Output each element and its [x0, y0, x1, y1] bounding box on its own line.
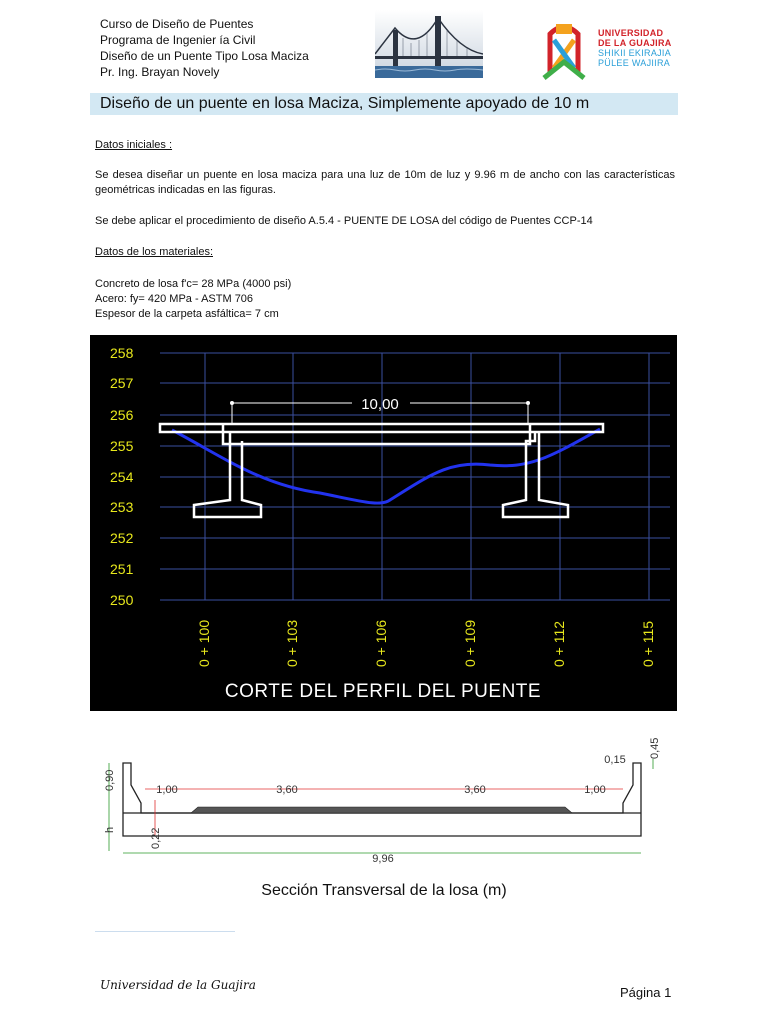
uni-line2: DE LA GUAJIRA [598, 38, 672, 48]
y-tick-257: 257 [110, 375, 134, 391]
document-title: Diseño de un puente en losa Maciza, Simplemente apoyado de 10 m [90, 93, 678, 115]
dim-0-22: 0,22 [150, 827, 162, 849]
uni-line1: UNIVERSIDAD [598, 28, 664, 38]
footer-page-number: Página 1 [620, 985, 672, 1000]
section-caption: Sección Transversal de la losa (m) [261, 882, 507, 899]
dim-0-45: 0,45 [649, 737, 661, 759]
uni-line3: SHIKII EKIRAJIA [598, 48, 672, 58]
bridge-logo [375, 10, 483, 78]
datos-iniciales-paragraph-1: Se desea diseñar un puente en losa maciza para una luz de 10m de luz y 9.96 m de ancho con las características geométricas indicadas en las figuras. [95, 169, 675, 196]
header-line-program: Programa de Ingenier ía Civil [100, 33, 256, 47]
dim-lane-right: 3,60 [464, 784, 486, 796]
x-tick-103: 0 + 103 [284, 619, 300, 667]
y-tick-251: 251 [110, 561, 134, 577]
x-tick-106: 0 + 106 [373, 619, 389, 667]
dim-total-width: 9,96 [372, 853, 394, 865]
header-line-professor: Pr. Ing. Brayan Novely [100, 65, 220, 79]
dim-right-shoulder: 1,00 [584, 784, 606, 796]
x-tick-112: 0 + 112 [551, 620, 567, 667]
y-tick-254: 254 [110, 469, 134, 485]
datos-iniciales-heading: Datos iniciales : [95, 139, 173, 151]
dim-curb-height: 0,90 [104, 769, 116, 791]
material-asphalt: Espesor de la carpeta asfáltica= 7 cm [95, 308, 279, 320]
header-line-course: Curso de Diseño de Puentes [100, 17, 254, 31]
header-lines [100, 16, 309, 80]
y-tick-253: 253 [110, 499, 134, 515]
x-tick-100: 0 + 100 [196, 619, 212, 667]
y-tick-252: 252 [110, 530, 134, 546]
footer-university: Universidad de la Guajira [100, 978, 256, 992]
y-tick-258: 258 [110, 345, 134, 361]
asphalt-layer [191, 807, 572, 813]
profile-title: CORTE DEL PERFIL DEL PUENTE [224, 681, 542, 702]
x-tick-115: 0 + 115 [640, 620, 656, 667]
y-tick-256: 256 [110, 407, 134, 423]
uni-line4: PÜLEE WAJIIRA [598, 58, 671, 68]
y-tick-250: 250 [110, 592, 134, 608]
dim-slab-h: h [104, 826, 116, 833]
material-steel: Acero: fy= 420 MPa - ASTM 706 [95, 293, 254, 305]
cross-section-figure [95, 725, 675, 865]
dim-0-15: 0,15 [604, 754, 626, 766]
materiales-heading: Datos de los materiales: [95, 246, 213, 258]
dim-lane-left: 3,60 [276, 784, 298, 796]
span-dimension-label: 10,00 [361, 396, 399, 413]
dim-left-shoulder: 1,00 [156, 784, 178, 796]
university-logo-text [598, 28, 672, 68]
y-tick-255: 255 [110, 438, 134, 454]
bridge-profile-figure [90, 335, 677, 711]
footnote-separator [95, 931, 235, 932]
header-line-subject: Diseño de un Puente Tipo Losa Maciza [100, 49, 309, 63]
materiales-list [95, 277, 291, 322]
datos-iniciales-paragraph-2: Se debe aplicar el procedimiento de diseño A.5.4 - PUENTE DE LOSA del código de Puentes CCP-14 [95, 215, 593, 227]
material-concrete: Concreto de losa f'c= 28 MPa (4000 psi) [95, 278, 292, 290]
x-tick-109: 0 + 109 [462, 619, 478, 667]
